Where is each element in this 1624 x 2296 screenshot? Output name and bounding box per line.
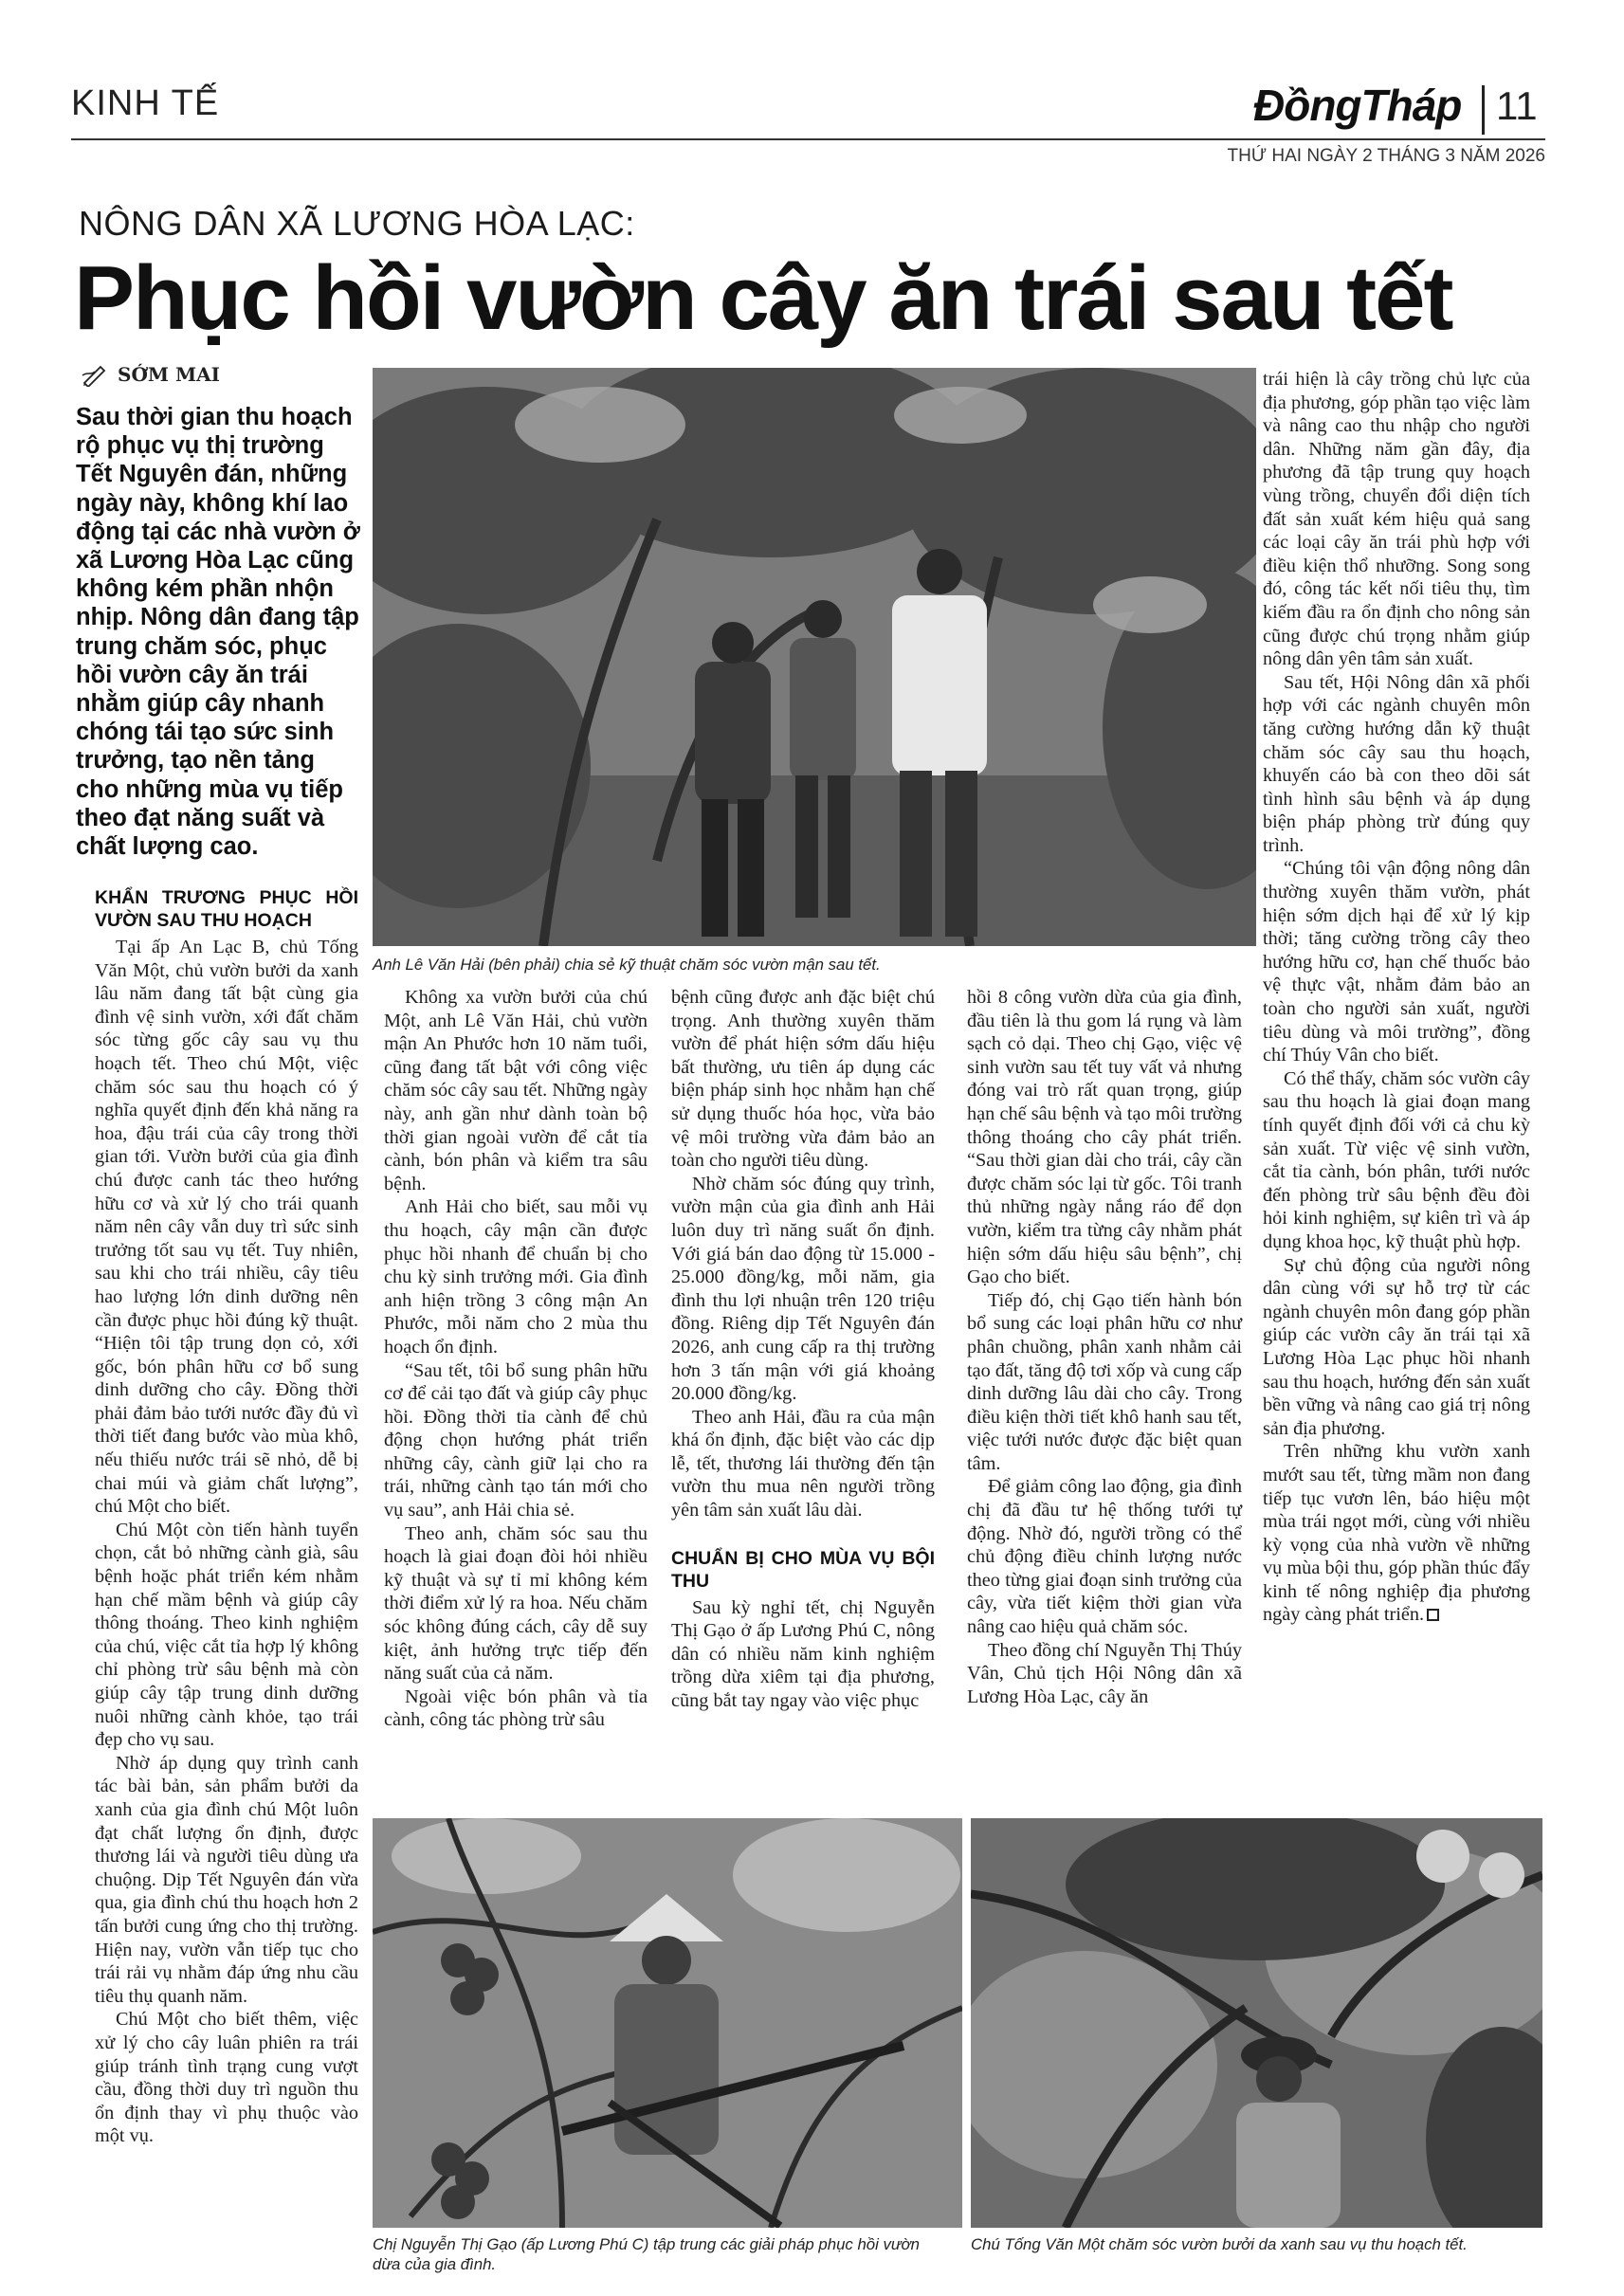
section-label: KINH TẾ	[71, 83, 220, 123]
paragraph: Có thể thấy, chăm sóc vườn cây sau thu hoạch là giai đoạn mang tính quyết định đối với cả chu kỳ sản xuất. Từ việc vệ sinh vườn, cắt tỉa cành, bón phân, tưới nước đến phòng trừ sâu bệnh đều đòi hỏi kinh nghiệm, sự kiên trì và áp dụng khoa học, kỹ thuật phù hợp.	[1263, 1067, 1530, 1252]
issue-date: THỨ HAI NGÀY 2 THÁNG 3 NĂM 2026	[1227, 146, 1545, 166]
article-column-5	[1263, 368, 1530, 1627]
paragraph: Anh Hải cho biết, sau mỗi vụ thu hoạch, cây mận cần được phục hồi nhanh để chuẩn bị cho chu kỳ sinh trưởng mới. Gia đình anh hiện trồng 3 công mận An Phước, mỗi năm cho 2 mùa thu hoạch ổn định.	[384, 1196, 648, 1358]
paragraph: Tại ấp An Lạc B, chủ Tống Văn Một, chủ vườn bưởi da xanh lâu năm đang tất bật cùng gia đình vệ sinh vườn, xới đất chăm sóc từng gốc cây sau vụ thu hoạch tết. Theo chú Một, việc chăm sóc sau thu hoạch có ý nghĩa quyết định đến khả năng ra hoa, đậu trái của cây trong thời gian tới. Vườn bưởi của gia đình chú được canh tác theo hướng hữu cơ và xử lý cho trái quanh năm nên cây vẫn duy trì sức sinh trưởng tốt sau vụ tết. Tuy nhiên, sau khi cho trái nhiều, cây tiêu hao lượng lớn dinh dưỡng nên cần được phục hồi đúng kỹ thuật. “Hiện tôi tập trung dọn cỏ, xới gốc, bón phân hữu cơ bổ sung dinh dưỡng cho cây. Đồng thời phải đảm bảo tưới nước đầy đủ vì thời tiết đang bước vào mùa khô, nếu thiếu nước trái sẽ nhỏ, dễ bị chai múi và giảm chất lượng”, chú Một cho biết.	[95, 937, 358, 1518]
paragraph: “Chúng tôi vận động nông dân thường xuyên thăm vườn, phát hiện sớm dịch hại để xử lý kịp thời; tăng cường trồng cây theo hướng hữu cơ, hạn chế thuốc bảo vệ thực vật, nhằm đảm bảo an toàn cho người sản xuất, người tiêu dùng và môi trường”, đồng chí Thúy Vân cho biết.	[1263, 858, 1530, 1066]
page-number: 11	[1496, 83, 1538, 128]
paragraph	[1263, 1440, 1530, 1627]
photo-plum-garden	[373, 368, 1256, 946]
paragraph: Nhờ chăm sóc đúng quy trình, vườn mận của gia đình anh Hải luôn duy trì năng suất ổn định. Với giá bán dao động từ 15.000 - 25.000 đồng/kg, mỗi năm, gia đình thu lợi nhuận trên 120 triệu đồng. Riêng dịp Tết Nguyên đán 2026, anh cung cấp ra thị trường hơn 3 tấn mận với giá khoảng 20.000 đồng/kg.	[671, 1173, 935, 1405]
photo-pomelo-garden	[971, 1818, 1542, 2228]
logo-divider	[1482, 85, 1485, 135]
photo-caption-right: Chú Tống Văn Một chăm sóc vườn bưởi da xanh sau vụ thu hoạch tết.	[971, 2235, 1468, 2253]
paragraph: bệnh cũng được anh đặc biệt chú trọng. Anh thường xuyên thăm vườn để phát hiện sớm dấu hiệu bất thường, ưu tiên áp dụng các biện pháp sinh học nhằm hạn chế sử dụng thuốc hóa học, vừa bảo vệ môi trường vừa đảm bảo an toàn cho người tiêu dùng.	[671, 987, 935, 1172]
paragraph: Chú Một cho biết thêm, việc xử lý cho cây luân phiên ra trái giúp tránh tình trạng cung vượt cầu, đồng thời duy trì nguồn thu ổn định thay vì phụ thuộc vào một vụ.	[95, 2009, 358, 2147]
paragraph: hồi 8 công vườn dừa của gia đình, đầu tiên là thu gom lá rụng và làm sạch cỏ dại. Theo chị Gạo, việc vệ sinh vườn sau tết tuy vất vả nhưng đóng vai trò rất quan trọng, giúp hạn chế sâu bệnh và tạo môi trường thông thoáng cho cây phát triển. “Sau thời gian dài cho trái, cây cần được chăm sóc lại từ gốc. Tôi tranh thủ những ngày nắng ráo để dọn vườn, kiểm tra từng cây nhằm phát hiện sớm dấu hiệu sâu bệnh”, chị Gạo cho biết.	[967, 987, 1242, 1288]
photo-caption-main: Anh Lê Văn Hải (bên phải) chia sẻ kỹ thuật chăm sóc vườn mận sau tết.	[373, 956, 881, 974]
paragraph: Ngoài việc bón phân và tỉa cành, công tác phòng trừ sâu	[384, 1686, 648, 1731]
newspaper-logo: ĐồngTháp	[1253, 81, 1462, 130]
end-of-article-icon	[1427, 1609, 1439, 1621]
article-column-4	[967, 986, 1242, 1708]
pen-icon	[82, 362, 108, 387]
paragraph: Theo anh, chăm sóc sau thu hoạch là giai đoạn đòi hỏi nhiều kỹ thuật và sự tỉ mỉ không kém thời điểm xử lý ra hoa. Nếu chăm sóc không đúng cách, cây dễ suy kiệt, ảnh hưởng trực tiếp đến năng suất của cả năm.	[384, 1522, 648, 1685]
article-column-1	[95, 886, 358, 2148]
article-headline: Phục hồi vườn cây ăn trái sau tết	[74, 247, 1452, 349]
paragraph: Để giảm công lao động, gia đình chị đã đầu tư hệ thống tưới tự động. Nhờ đó, người trồng có thể chủ động điều chỉnh lượng nước theo từng giai đoạn sinh trưởng của cây, vừa tiết kiệm thời gian vừa nâng cao hiệu quả chăm sóc.	[967, 1476, 1242, 1638]
article-lead: Sau thời gian thu hoạch rộ phục vụ thị trường Tết Nguyên đán, những ngày này, không khí lao động tại các nhà vườn ở xã Lương Hòa Lạc cũng không kém phần nhộn nhịp. Nông dân đang tập trung chăm sóc, phục hồi vườn cây ăn trái nhằm giúp cây nhanh chóng tái tạo sức sinh trưởng, tạo nền tảng cho những mùa vụ tiếp theo đạt năng suất và chất lượng cao.	[76, 404, 360, 861]
paragraph: Sau kỳ nghỉ tết, chị Nguyễn Thị Gạo ở ấp Lương Phú C, nông dân có nhiều năm kinh nghiệm trồng dừa xiêm tại địa phương, cũng bắt tay ngay vào việc phục	[671, 1596, 935, 1712]
photo-caption-left: Chị Nguyễn Thị Gạo (ấp Lương Phú C) tập trung các giải pháp phục hồi vườn dừa của gia đình.	[373, 2235, 921, 2273]
paragraph: Không xa vườn bưởi của chú Một, anh Lê Văn Hải, chủ vườn mận An Phước hơn 10 năm tuổi, cũng đang tất bật với công việc chăm sóc cây sau tết. Những ngày này, anh gần như dành toàn bộ thời gian ngoài vườn để cắt tỉa cành, bón phân và kiểm tra sâu bệnh.	[384, 987, 648, 1194]
paragraph: Nhờ áp dụng quy trình canh tác bài bản, sản phẩm bưởi da xanh của gia đình chú Một luôn đạt chất lượng ổn định, được thương lái và người tiêu dùng ưa chuộng. Dịp Tết Nguyên đán vừa qua, gia đình chú thu hoạch hơn 2 tấn bưởi cung ứng cho thị trường. Hiện nay, vườn vẫn tiếp tục cho trái rải vụ nhằm đáp ứng nhu cầu tiêu thụ quanh năm.	[95, 1752, 358, 2007]
header-rule	[71, 138, 1545, 140]
paragraph: “Sau tết, tôi bổ sung phân hữu cơ để cải tạo đất và giúp cây phục hồi. Đồng thời tỉa cành để chủ động chọn hướng phát triển những cây, cành giữ lại cho ra trái, những cành tạo tán mới cho vụ sau”, anh Hải chia sẻ.	[384, 1359, 648, 1522]
article-column-2	[384, 986, 648, 1732]
author-name: SỚM MAI	[118, 363, 220, 386]
article-column-3	[671, 986, 935, 1713]
final-sentence: Trên những khu vườn xanh mướt sau tết, từng mầm non đang tiếp tục vươn lên, báo hiệu một mùa trái ngọt mới, cùng với nhiều kỳ vọng của nhà vườn về những vụ mùa bội thu, góp phần thúc đẩy kinh tế nông nghiệp địa phương ngày càng phát triển.	[1263, 1441, 1530, 1626]
paragraph: Sau tết, Hội Nông dân xã phối hợp với các ngành chuyên môn tăng cường hướng dẫn kỹ thuật chăm sóc cây sau thu hoạch, khuyến cáo bà con theo dõi sát tình hình sâu bệnh và áp dụng biện pháp phòng trừ đúng quy trình.	[1263, 671, 1530, 856]
paragraph: Tiếp đó, chị Gạo tiến hành bón bổ sung các loại phân hữu cơ như phân chuồng, phân xanh nhằm cải tạo đất, tăng độ tơi xốp và cung cấp dinh dưỡng lâu dài cho cây. Trong điều kiện thời tiết khô hanh sau tết, việc tưới nước được đặc biệt quan tâm.	[967, 1289, 1242, 1474]
paragraph: Theo anh Hải, đầu ra của mận khá ổn định, đặc biệt vào các dịp lễ, tết, thương lái thường đến tận vườn thu mua nên người trồng yên tâm sản xuất lâu dài.	[671, 1406, 935, 1522]
subhead-2: CHUẨN BỊ CHO MÙA VỤ BỘI THU	[671, 1547, 935, 1592]
byline	[82, 362, 220, 387]
subhead-1: KHẨN TRƯƠNG PHỤC HỒI VƯỜN SAU THU HOẠCH	[95, 887, 358, 931]
article-kicker: NÔNG DÂN XÃ LƯƠNG HÒA LẠC:	[79, 204, 635, 243]
paragraph: Chú Một còn tiến hành tuyển chọn, cắt bỏ những cành già, sâu bệnh hoặc phát triển kém nhằm hạn chế mầm bệnh và giúp cây thông thoáng. Theo kinh nghiệm của chú, việc cắt tỉa hợp lý không chỉ phòng trừ sâu bệnh mà còn giúp cây tập trung dinh dưỡng nuôi những cành khỏe, tạo trái đẹp cho vụ sau.	[95, 1519, 358, 1751]
paragraph: Theo đồng chí Nguyễn Thị Thúy Vân, Chủ tịch Hội Nông dân xã Lương Hòa Lạc, cây ăn	[967, 1639, 1242, 1707]
photo-coconut-garden	[373, 1818, 962, 2228]
paragraph: Sự chủ động của người nông dân cùng với sự hỗ trợ từ các ngành chuyên môn đang góp phần giúp các vườn cây ăn trái tại xã Lương Hòa Lạc phục hồi nhanh sau thu hoạch, hướng đến sản xuất bền vững và nâng cao giá trị nông sản địa phương.	[1263, 1254, 1530, 1439]
paragraph: trái hiện là cây trồng chủ lực của địa phương, góp phần tạo việc làm và nâng cao thu nhập cho người dân. Những năm gần đây, địa phương đã tập trung quy hoạch vùng trồng, chuyển đổi diện tích đất sản xuất kém hiệu quả sang các loại cây ăn trái phù hợp với điều kiện thổ nhưỡng. Song song đó, công tác kết nối tiêu thụ, tìm kiếm đầu ra ổn định cho nông sản cũng được chú trọng nhằm giúp nông dân yên tâm sản xuất.	[1263, 369, 1530, 670]
